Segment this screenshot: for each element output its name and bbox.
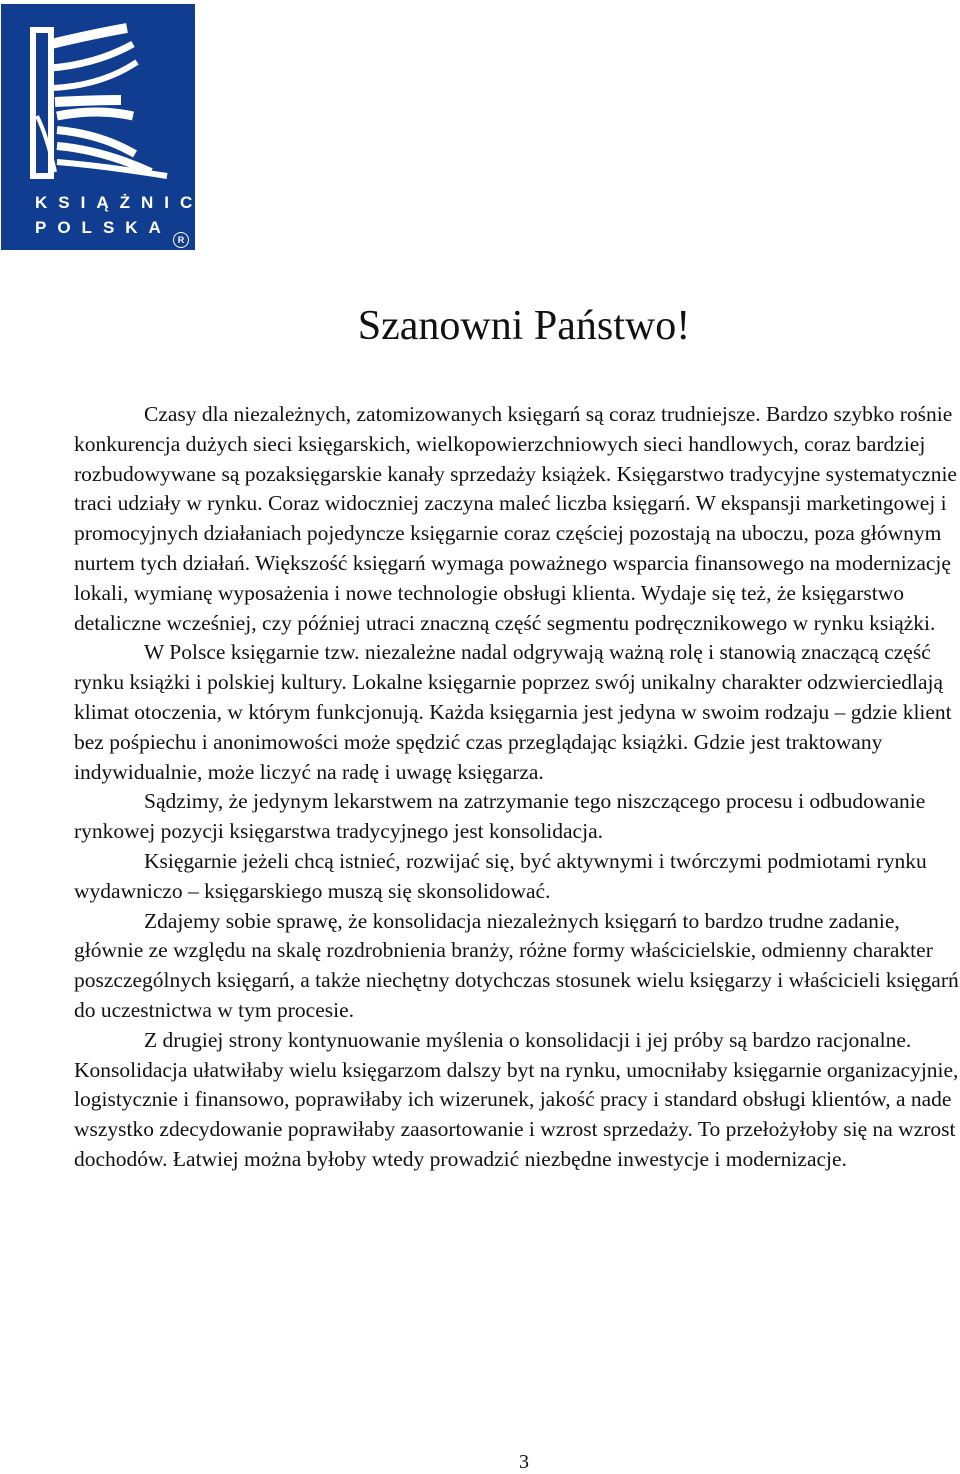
logo-text-line2: POLSKA <box>35 218 172 237</box>
paragraph: Zdajemy sobie sprawę, że konsolidacja niezależnych księgarń to bardzo trudne zadanie, głównie ze względu na skalę rozdrobnienia branży, różne formy właścicielskie, odmienny charakter poszczególnych księgarń, a także niechętny dotychczas stosunek wielu księgarzy i właścicieli księgarń do uczestnictwa w tym procesie. <box>74 908 959 1022</box>
letter-title: Szanowni Państwo! <box>357 303 691 349</box>
paragraph: Sądzimy, że jedynym lekarstwem na zatrzymanie tego niszczącego procesu i odbudowanie rynkowej pozycji księgarstwa tradycyjnego jest konsolidacja. <box>74 789 926 844</box>
letter-body <box>74 400 960 1175</box>
paragraph: Czasy dla niezależnych, zatomizowanych księgarń są coraz trudniejsze. Bardzo szybko rośnie konkurencja dużych sieci księgarskich, wielkopowierzchniowych sieci handlowych, coraz bardziej rozbudowywane są pozaksięgarskie kanały sprzedaży książek. Księgarstwo tradycyjne systematycznie traci udziały w rynku. Coraz widoczniej zaczyna maleć liczba księgarń. W ekspansji marketingowej i promocyjnych działaniach pojedyncze księgarnie coraz częściej pozostają na uboczu, poza głównym nurtem tych działań. Większość księgarń wymaga poważnego wsparcia finansowego na modernizację lokali, wymianę wyposażenia i nowe technologie obsługi klienta. Wydaje się też, że księgarstwo detaliczne wcześniej, czy później utraci znaczną część segmentu podręcznikowego w rynku książki. <box>74 402 957 635</box>
registered-mark: R <box>173 232 189 248</box>
logo-text-line1: KSIĄŻNICA <box>35 193 227 212</box>
page-number: 3 <box>519 1451 529 1473</box>
paragraph: Z drugiej strony kontynuowanie myślenia o konsolidacji i jej próby są bardzo racjonalne. Konsolidacja ułatwiłaby wielu księgarzom dalszy byt na rynku, umocniłaby księgarnie organizacyjnie, logistycznie i finansowo, poprawiłaby ich wizerunek, jakość pracy i standard obsługi klientów, a nade wszystko zdecydowanie poprawiłaby zaasortowanie i wzrost sprzedaży. To przełożyłoby się na wzrost dochodów. Łatwiej można byłoby wtedy prowadzić niezbędne inwestycje i modernizacje. <box>74 1027 959 1171</box>
paragraph: W Polsce księgarnie tzw. niezależne nadal odgrywają ważną rolę i stanowią znaczącą część rynku książki i polskiej kultury. Lokalne księgarnie poprzez swój unikalny charakter odzwierciedlają klimat otoczenia, w którym funkcjonują. Każda księgarnia jest jedyna w swoim rodzaju – gdzie klient bez pośpiechu i anonimowości może spędzić czas przeglądając książki. Gdzie jest traktowany indywidualnie, może liczyć na radę i uwagę księgarza. <box>74 640 952 784</box>
book-k-logo-icon <box>1 4 195 250</box>
paragraph: Księgarnie jeżeli chcą istnieć, rozwijać się, być aktywnymi i twórczymi podmiotami rynku wydawniczo – księgarskiego muszą się skonsolidować. <box>74 848 927 903</box>
publisher-logo <box>1 4 227 250</box>
